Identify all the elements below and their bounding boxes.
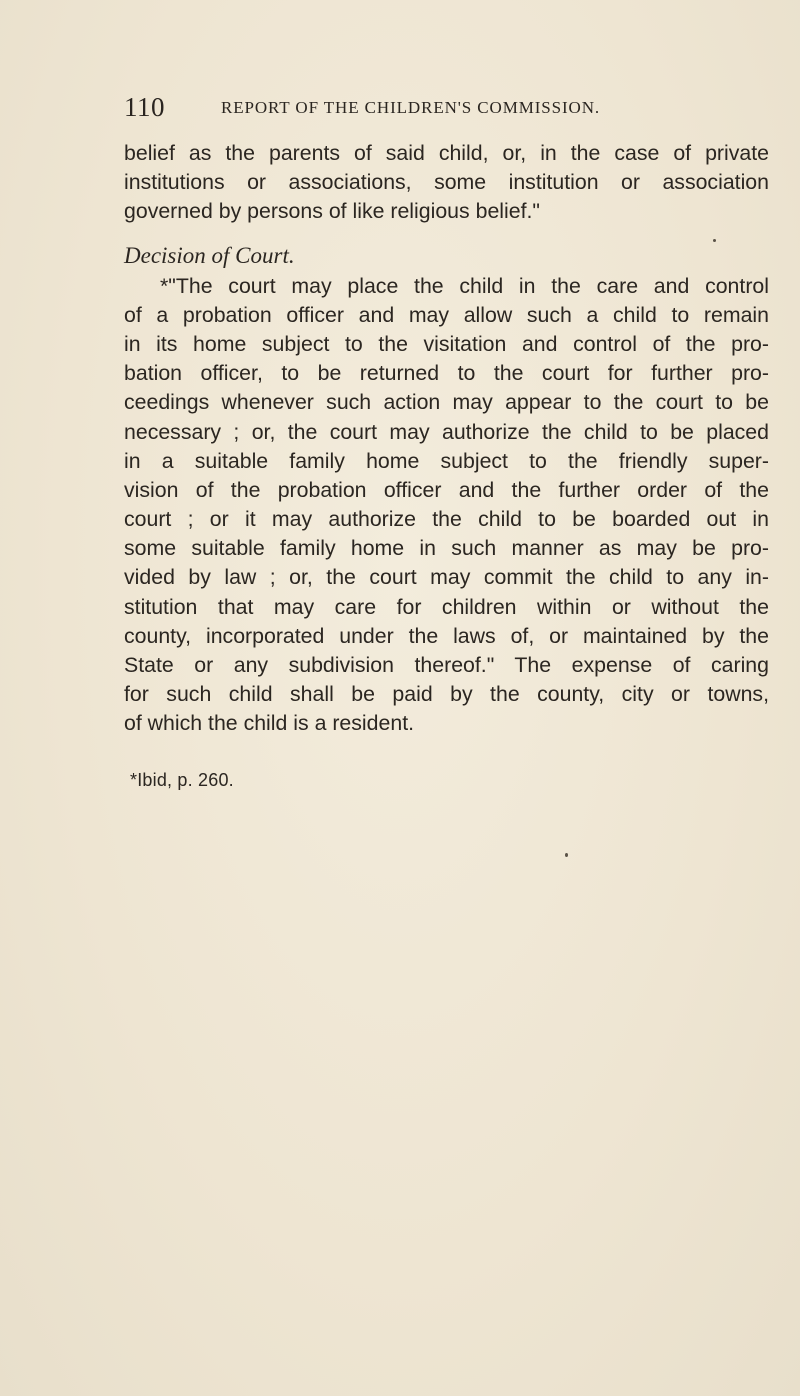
text-line: county, incorporated under the laws of, or maintained by the [124, 623, 769, 648]
body-text [124, 139, 769, 739]
text-line: court ; or it may authorize the child to be boarded out in [124, 507, 769, 532]
text-line: necessary ; or, the court may authorize the child to be placed [124, 419, 769, 444]
text-line: vision of the probation officer and the further order of the [124, 477, 769, 502]
section-heading: Decision of Court. [124, 242, 295, 268]
page-header [124, 92, 764, 122]
text-line: bation officer, to be returned to the court for further pro- [124, 361, 769, 386]
text-line: vided by law ; or, the court may commit the child to any in- [124, 565, 769, 590]
running-head: REPORT OF THE CHILDREN'S COMMISSION. [221, 98, 601, 117]
text-line: institutions or associations, some institution or association [124, 170, 769, 195]
text-line: State or any subdivision thereof." The expense of caring [124, 653, 769, 677]
text-line: for such child shall be paid by the county, city or towns, [124, 682, 769, 707]
ink-speck [713, 239, 716, 242]
text-line: *"The court may place the child in the care and control [160, 273, 769, 298]
text-line: of a probation officer and may allow such a child to remain [124, 302, 769, 327]
text-line: stitution that may care for children within or without the [124, 594, 769, 619]
text-line: belief as the parents of said child, or, in the case of private [124, 141, 769, 165]
footnote: *Ibid, p. 260. [130, 770, 234, 790]
ink-speck [565, 853, 568, 857]
text-line: ceedings whenever such action may appear to the court to be [124, 390, 769, 415]
page-number: 110 [124, 92, 165, 122]
text-line: some suitable family home in such manner as may be pro- [124, 536, 769, 561]
text-line: governed by persons of like religious belief." [124, 199, 540, 224]
text-line: of which the child is a resident. [124, 711, 415, 736]
text-line: in a suitable family home subject to the friendly super- [124, 448, 769, 473]
text-line: in its home subject to the visitation and control of the pro- [124, 331, 769, 356]
